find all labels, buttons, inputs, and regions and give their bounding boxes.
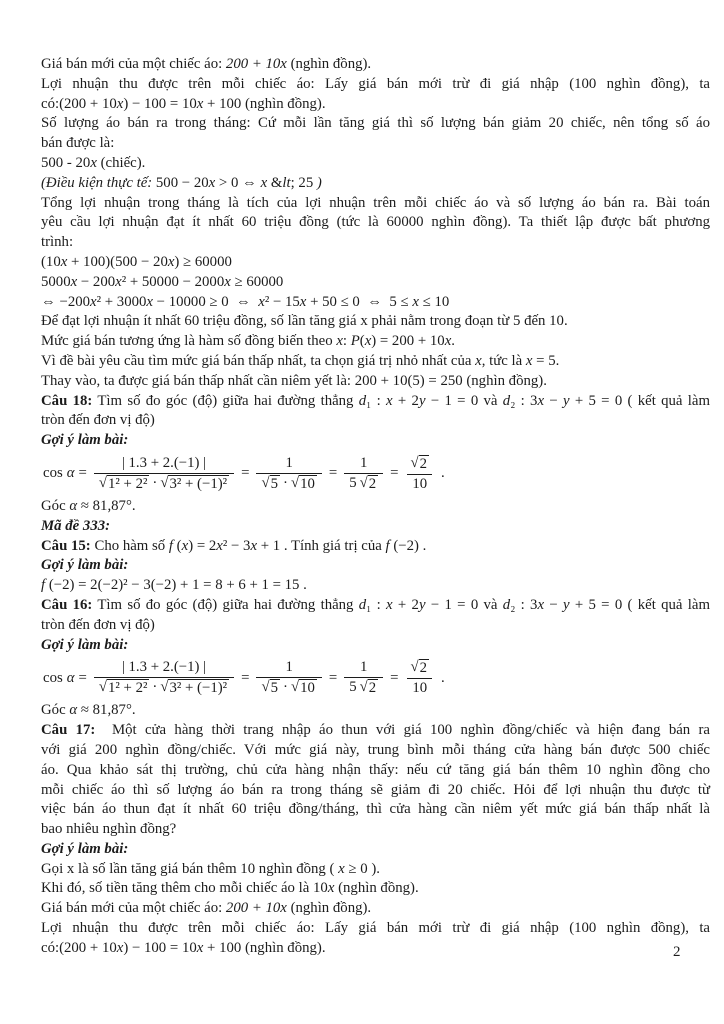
fraction-denominator — [344, 473, 383, 493]
text-run: Lợi nhuận thu được trên mỗi chiếc áo: Lấy giá bán mới trừ đi giá nhập (100 nghìn đồng), ta — [41, 75, 710, 92]
radical-sign: √ — [290, 474, 300, 491]
text-run: Câu 17: — [41, 722, 96, 739]
text-run: f (−2) = 2(−2)² − 3(−2) + 1 = 8 + 6 + 1 = 15 — [41, 577, 300, 594]
text-run: có: — [41, 939, 60, 956]
text-run: (200 + 10x) − 100 = 10x + 100 — [59, 939, 242, 956]
text-run: . — [555, 352, 560, 369]
text-run: 500 − 20x > 0 ⇔ x &lt; 25 — [155, 174, 314, 191]
text-run: Câu 18: — [41, 392, 93, 409]
text-run: d₁ : x + 2y − 1 = 0 — [358, 392, 479, 409]
fraction-numerator: | 1.3 + 2.(−1) | — [121, 454, 207, 471]
radicand: 2 — [419, 455, 428, 472]
text-run: (chiếc). — [96, 154, 146, 171]
text-line — [41, 781, 710, 801]
text-run: bán được là: — [41, 135, 115, 152]
text-run: . Tính giá trị của — [280, 537, 386, 554]
cau-18-heading — [41, 392, 710, 412]
text-run: Góc — [41, 497, 70, 514]
text-run: x — [90, 154, 97, 171]
fraction-denominator: 10 — [407, 474, 432, 493]
radicand: 3² + (−1)² — [169, 680, 228, 697]
fraction-1 — [94, 659, 234, 697]
text-run: Tổng lợi nhuận trong tháng là tích của lợi nhuận trên mỗi chiếc áo và số lượng áo bán ra. Bài toán — [41, 194, 710, 211]
fraction-4 — [406, 659, 435, 697]
text-line — [41, 352, 710, 372]
text-run: 200 + 10x — [225, 56, 287, 72]
radical — [411, 455, 430, 473]
text-run: d₂ : 3x − y + 5 = 0 — [502, 392, 623, 409]
cau-15-heading — [41, 537, 710, 557]
text-run: Mức giá bán tương ứng là hàm số đồng biến theo — [41, 333, 337, 350]
text-run: x — [327, 880, 335, 897]
text-line — [41, 860, 710, 880]
fraction-denominator — [94, 677, 234, 697]
text-run: ( kết quả làm — [622, 392, 710, 409]
text-run: ) — [313, 174, 322, 191]
text-line — [41, 939, 710, 959]
text-line — [41, 411, 710, 431]
equals-sign: = — [390, 669, 399, 686]
text-run: có: — [41, 95, 60, 112]
radical-sign: √ — [160, 474, 169, 491]
text-run: (200 + 10x) − 100 = 10x + 100 — [59, 95, 242, 112]
equals-sign: = — [78, 669, 87, 686]
text-run: α ≈ 81,87° — [69, 497, 132, 514]
page-number: 2 — [673, 944, 681, 960]
fraction-denominator — [256, 473, 321, 493]
text-run: Thay vào, ta được giá bán thấp nhất cần niêm yết là: 200 + 10(5) = 250 (nghìn đồng). — [41, 372, 547, 389]
fraction-numerator — [406, 455, 435, 474]
text-run: . — [131, 702, 136, 719]
radical — [99, 679, 150, 697]
dot-operator: · — [283, 679, 288, 696]
text-run: (nghìn đồng). — [334, 880, 419, 897]
text-run: (nghìn đồng). — [286, 900, 372, 917]
text-run: Góc — [41, 702, 70, 719]
text-run: Giá bán mới của một chiếc áo: — [41, 56, 226, 72]
cos-alpha-formula — [41, 451, 710, 497]
text-run: f (−2) — [385, 537, 419, 554]
cau-16-heading — [41, 596, 710, 616]
cos-label: cos — [43, 669, 63, 686]
formula-lhs — [43, 465, 87, 482]
radical — [291, 679, 317, 697]
radical-sign: √ — [410, 454, 419, 471]
fraction-2 — [256, 455, 321, 493]
radical — [360, 475, 379, 493]
text-line — [41, 253, 710, 273]
goi-y-lam-bai-label — [41, 840, 710, 860]
cos-label: cos — [43, 465, 63, 482]
radicand: 2 — [368, 475, 377, 492]
fraction-numerator: 1 — [285, 454, 293, 471]
radical-sign: √ — [290, 679, 300, 696]
radicand: 5 — [270, 475, 278, 492]
text-run: Giá bán mới của một chiếc áo: — [41, 900, 226, 917]
alpha-symbol: α — [66, 465, 75, 482]
radical-sign: √ — [359, 474, 368, 491]
alpha-symbol: α — [66, 669, 75, 686]
text-line — [41, 75, 710, 95]
text-run: 5000x − 200x² + 50000 − 2000x ≥ 60000 — [41, 273, 284, 290]
text-run: . — [299, 577, 307, 594]
equals-sign: = — [241, 669, 250, 686]
text-run: 500 - 20 — [41, 154, 91, 171]
text-run: việc bán áo thun đạt ít nhất 60 triệu đồng/tháng, thì cửa hàng cần niêm yết mức giá bán thấp nhất là — [41, 801, 710, 818]
text-line — [41, 213, 710, 233]
text-run: ( kết quả làm — [622, 596, 710, 613]
text-run: x: P(x) = 200 + 10x. — [336, 333, 455, 350]
text-line — [41, 800, 710, 820]
text-run: Để đạt lợi nhuận ít nhất 60 triệu đồng, số lần tăng giá x phải nằm trong đoạn từ 5 đến 10. — [41, 313, 568, 330]
text-line — [41, 55, 710, 75]
text-run: yêu cầu lợi nhuận đạt ít nhất 60 triệu đồng (tức là 60000 nghìn đồng). Ta thiết lập được bất phương — [41, 214, 710, 231]
text-line — [41, 332, 710, 352]
text-run: Vì đề bài yêu cầu tìm mức giá bán thấp nhất, ta chọn giá trị nhỏ nhất của — [41, 352, 476, 369]
coefficient: 5 — [349, 474, 357, 491]
text-line — [41, 273, 710, 293]
text-run: x = 5 — [525, 352, 556, 369]
fraction-1 — [94, 455, 234, 493]
text-run: Cho hàm số — [90, 537, 169, 554]
text-line — [41, 919, 710, 939]
radical — [291, 475, 317, 493]
radical-sign: √ — [261, 679, 270, 696]
text-run: trình: — [41, 234, 74, 251]
text-run: (nghìn đồng). — [286, 56, 372, 72]
text-run: Gợi ý làm bài: — [41, 840, 129, 857]
radical-sign: √ — [98, 679, 107, 696]
text-run: α ≈ 81,87° — [69, 702, 132, 719]
equals-sign: = — [78, 465, 87, 482]
radical-sign: √ — [160, 679, 169, 696]
text-run: và — [478, 392, 503, 409]
text-line — [41, 95, 710, 115]
radicand: 1² + 2² — [108, 475, 148, 492]
goi-y-lam-bai-label — [41, 431, 710, 451]
text-line — [41, 233, 710, 253]
cau-17-heading — [41, 721, 710, 741]
text-run: Gợi ý làm bài: — [41, 636, 129, 653]
fraction-4 — [406, 455, 435, 493]
text-line — [41, 701, 710, 721]
text-line — [41, 174, 710, 194]
text-line — [41, 741, 710, 761]
radical-sign: √ — [359, 679, 368, 696]
equals-sign: = — [328, 669, 338, 686]
fraction-numerator — [406, 659, 435, 678]
equals-sign: = — [241, 465, 250, 482]
text-run: , tức là — [481, 352, 526, 369]
text-run: 200 + 10x — [225, 900, 287, 917]
text-line — [41, 194, 710, 214]
fraction-3 — [344, 659, 383, 697]
dot-operator: · — [152, 474, 158, 491]
goi-y-lam-bai-label — [41, 556, 710, 576]
radical — [360, 679, 379, 697]
radicand: 5 — [270, 680, 278, 697]
formula-lhs — [43, 670, 87, 687]
coefficient: 5 — [349, 679, 357, 696]
text-run: d₂ : 3x − y + 5 = 0 — [502, 596, 623, 613]
radicand: 3² + (−1)² — [169, 475, 228, 492]
document-content — [41, 55, 710, 959]
text-run: Lợi nhuận thu được trên mỗi chiếc áo: Lấy giá bán mới trừ đi giá nhập (100 nghìn đồng), ta — [41, 920, 710, 937]
text-line — [41, 134, 710, 154]
radical-sign: √ — [261, 474, 270, 491]
text-line — [41, 761, 710, 781]
text-line — [41, 154, 710, 174]
radical — [411, 659, 430, 677]
text-run: Câu 16: — [41, 596, 93, 613]
fraction-numerator: 1 — [359, 659, 368, 676]
radicand: 10 — [300, 475, 315, 492]
text-line — [41, 820, 710, 840]
text-run: . — [131, 497, 136, 514]
text-run: Gợi ý làm bài: — [41, 432, 129, 449]
text-run: Gọi x là số lần tăng giá bán thêm 10 nghìn đồng ( — [41, 860, 339, 877]
text-run: Tìm số đo góc (độ) giữa hai đường thẳng — [92, 392, 359, 409]
text-run: . — [418, 537, 427, 554]
text-run: d₁ : x + 2y − 1 = 0 — [358, 596, 479, 613]
fraction-numerator: 1 — [285, 659, 293, 676]
fraction-denominator: 10 — [407, 678, 432, 697]
radicand: 1² + 2² — [108, 680, 148, 697]
text-line — [41, 293, 710, 313]
text-run: Khi đó, số tiền tăng thêm cho mỗi chiếc áo là 10 — [41, 880, 328, 897]
text-run: f (x) = 2x² − 3x + 1 — [168, 537, 281, 554]
fraction-denominator — [256, 677, 321, 697]
fraction-2 — [256, 659, 321, 697]
fraction-numerator: | 1.3 + 2.(−1) | — [121, 659, 207, 676]
text-run: ⇔ −200x² + 3000x − 10000 ≥ 0 ⇔ x² − 15x + 50 ≤ 0 ⇔ 5 ≤ x ≤ 10 — [41, 293, 450, 310]
text-run: x — [475, 352, 482, 369]
text-run: (nghìn đồng). — [241, 939, 326, 956]
fraction-numerator: 1 — [359, 454, 368, 471]
text-line — [41, 372, 710, 392]
ma-de-333-label — [41, 517, 710, 537]
text-run: mỗi chiếc áo thì số lượng áo bán ra trong tháng sẽ giảm đi 20 chiếc. Hỏi để lợi nhuận thu được từ — [41, 781, 710, 798]
text-run: Một cửa hàng thời trang nhập áo thun với giá 100 nghìn đồng/chiếc và hiện đang bán ra — [95, 722, 710, 739]
text-run: tròn đến đơn vị độ) — [41, 412, 155, 429]
text-run: x ≥ 0 — [338, 860, 368, 877]
dot-operator: · — [152, 679, 158, 696]
text-line — [41, 899, 710, 919]
text-run: (Điều kiện thực tế: — [41, 174, 156, 191]
period: . — [441, 669, 445, 686]
radicand: 2 — [419, 660, 428, 677]
text-run: Mã đề 333: — [41, 517, 111, 534]
equals-sign: = — [390, 465, 399, 482]
radicand: 10 — [300, 680, 315, 697]
text-run: áo. Qua khảo sát thị trường, chủ cửa hàng nhận thấy: nếu cứ tăng giá bán thêm 10 nghìn đồng cho — [41, 761, 710, 778]
radicand: 2 — [368, 680, 377, 697]
text-line — [41, 497, 710, 517]
radical-sign: √ — [98, 474, 107, 491]
text-line — [41, 616, 710, 636]
fraction-3 — [344, 455, 383, 493]
period: . — [441, 465, 445, 482]
text-run: (10x + 100)(500 − 20x) ≥ 60000 — [41, 253, 232, 270]
text-run: Tìm số đo góc (độ) giữa hai đường thẳng — [92, 596, 359, 613]
dot-operator: · — [283, 474, 288, 491]
cos-alpha-formula — [41, 655, 710, 701]
radical — [261, 475, 280, 493]
text-run: (nghìn đồng). — [241, 95, 326, 112]
radical — [160, 679, 229, 697]
text-run: với giá 200 nghìn đồng/chiếc. Với mức giá này, trung bình mỗi tháng cửa hàng bán được 500 chiếc — [41, 741, 710, 758]
fraction-denominator — [94, 473, 234, 493]
text-run: tròn đến đơn vị độ) — [41, 616, 155, 633]
text-run: và — [478, 596, 503, 613]
radical-sign: √ — [410, 659, 419, 676]
fraction-denominator — [344, 677, 383, 697]
text-run: Gợi ý làm bài: — [41, 557, 129, 574]
radical — [99, 475, 150, 493]
text-line — [41, 114, 710, 134]
goi-y-lam-bai-label — [41, 636, 710, 656]
text-line — [41, 879, 710, 899]
equals-sign: = — [328, 465, 338, 482]
text-run: bao nhiêu nghìn đồng? — [41, 821, 177, 838]
text-run: Câu 15: — [41, 537, 91, 554]
text-line — [41, 312, 710, 332]
text-line — [41, 576, 710, 596]
radical — [261, 679, 280, 697]
text-run: ). — [367, 860, 380, 877]
radical — [160, 475, 229, 493]
text-run: Số lượng áo bán ra trong tháng: Cứ mỗi lần tăng giá thì số lượng bán giảm 20 chiếc, nên tổng số áo — [41, 115, 710, 132]
